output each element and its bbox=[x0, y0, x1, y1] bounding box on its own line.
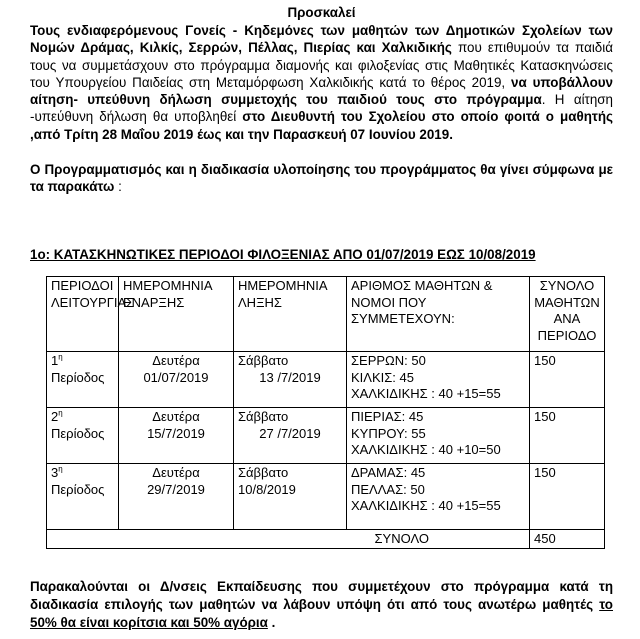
page-title: Προσκαλεί bbox=[287, 5, 356, 20]
intro-paragraph bbox=[30, 22, 613, 143]
period-cell: $3^\eta$ Περίοδος bbox=[47, 464, 119, 530]
table-total-row bbox=[47, 530, 605, 549]
periods-table bbox=[46, 276, 605, 549]
total-cell: 150 bbox=[530, 352, 605, 408]
total-cell: 150 bbox=[530, 408, 605, 464]
programme-text: Ο Προγραμματισμός και η διαδικασία υλοποίησης του προγράμματος θα γίνει σύμφωνα με τα παρακάτω bbox=[30, 162, 613, 195]
section-title: 1ο: ΚΑΤΑΣΚΗΝΩΤΙΚΕΣ ΠΕΡΙΟΔΟΙ ΦΙΛΟΞΕΝΙΑΣ ΑΠΟ 01/07/2019 ΕΩΣ 10/08/2019 bbox=[30, 247, 536, 262]
footer-end: . bbox=[267, 615, 276, 630]
table-row bbox=[47, 408, 605, 464]
table-row bbox=[47, 352, 605, 408]
period-cell: $2^\eta$ Περίοδος bbox=[47, 408, 119, 464]
total-value: 450 bbox=[530, 530, 605, 549]
students-cell: ΣΕΡΡΩΝ: 50 ΚΙΛΚΙΣ: 45 ΧΑΛΚΙΔΙΚΗΣ : 40 +15=55 bbox=[347, 352, 530, 408]
table-row bbox=[47, 464, 605, 530]
footer-ratio: το 50% θα είναι κορίτσια και 50% αγόρια bbox=[30, 597, 613, 630]
programme-paragraph bbox=[30, 161, 613, 196]
end-cell: Σάββατο 10/8/2019 bbox=[234, 464, 347, 530]
programme-colon: : bbox=[114, 179, 122, 195]
end-cell: Σάββατο 27 /7/2019 bbox=[234, 408, 347, 464]
end-cell: Σάββατο 13 /7/2019 bbox=[234, 352, 347, 408]
header-total: ΣΥΝΟΛΟ ΜΑΘΗΤΩΝ ΑΝΑ ΠΕΡΙΟΔΟ bbox=[530, 277, 605, 352]
table-header-row bbox=[47, 277, 605, 352]
document-body bbox=[30, 4, 613, 196]
intro-addressees: Τους ενδιαφερόμενους Γονείς - Κηδεμόνες των μαθητών των Δημοτικών Σχολείων των Νομών Δράμας, Κιλκίς, Σερρών, Πέλλας, Πιερίας και Χαλκιδικής bbox=[30, 23, 613, 56]
start-cell: Δευτέρα 29/7/2019 bbox=[119, 464, 234, 530]
intro-request: να υποβάλλουν αίτηση- υπεύθυνη δήλωση συμμετοχής του παιδιού τους στο πρόγραμμα bbox=[30, 74, 614, 108]
footer-text: Παρακαλούνται οι Δ/νσεις Εκπαίδευσης που συμμετέχουν στο πρόγραμμα κατά τη διαδικασία επιλογής των μαθητών να λάβουν υπόψη ότι από τους ανωτέρω μαθητές bbox=[30, 579, 613, 612]
header-start-date: ΗΜΕΡΟΜΗΝΙΑ ΕΝΑΡΞΗΣ bbox=[119, 277, 234, 352]
start-cell: Δευτέρα 15/7/2019 bbox=[119, 408, 234, 464]
header-periods: ΠΕΡΙΟΔΟΙ ΛΕΙΤΟΥΡΓΙΑΣ bbox=[47, 277, 119, 352]
students-cell: ΔΡΑΜΑΣ: 45 ΠΕΛΛΑΣ: 50 ΧΑΛΚΙΔΙΚΗΣ : 40 +15=55 bbox=[347, 464, 530, 530]
intro-text-2: . Η αίτηση -υπεύθυνη δήλωση θα υποβληθεί bbox=[30, 92, 613, 125]
intro-deadline: στο Διευθυντή του Σχολείου στο οποίο φοιτά ο μαθητής ,από Τρίτη 28 Μαΐου 2019 έως και την Παρασκευή 07 Ιουνίου 2019. bbox=[30, 109, 614, 142]
period-cell: $1^\eta$ Περίοδος bbox=[47, 352, 119, 408]
students-cell: ΠΙΕΡΙΑΣ: 45 ΚΥΠΡΟΥ: 55 ΧΑΛΚΙΔΙΚΗΣ : 40 +10=50 bbox=[347, 408, 530, 464]
intro-text-1: που επιθυμούν τα παιδιά τους να συμμετάσχουν στο πρόγραμμα διαμονής και φιλοξενίας στις Μαθητικές Κατασκηνώσεις του Υπουργείου Παιδείας στη Μεταμόρφωση Χαλκιδικής κατά το θέρος 2019, bbox=[30, 40, 613, 90]
footer-paragraph bbox=[30, 578, 613, 632]
header-end-date: ΗΜΕΡΟΜΗΝΙΑ ΛΗΞΗΣ bbox=[234, 277, 347, 352]
total-label: ΣΥΝΟΛΟ bbox=[47, 530, 530, 549]
header-students-prefectures: ΑΡΙΘΜΟΣ ΜΑΘΗΤΩΝ & ΝΟΜΟΙ ΠΟΥ ΣΥΜΜΕΤΕΧΟΥΝ: bbox=[347, 277, 530, 352]
start-cell: Δευτέρα 01/07/2019 bbox=[119, 352, 234, 408]
total-cell: 150 bbox=[530, 464, 605, 530]
